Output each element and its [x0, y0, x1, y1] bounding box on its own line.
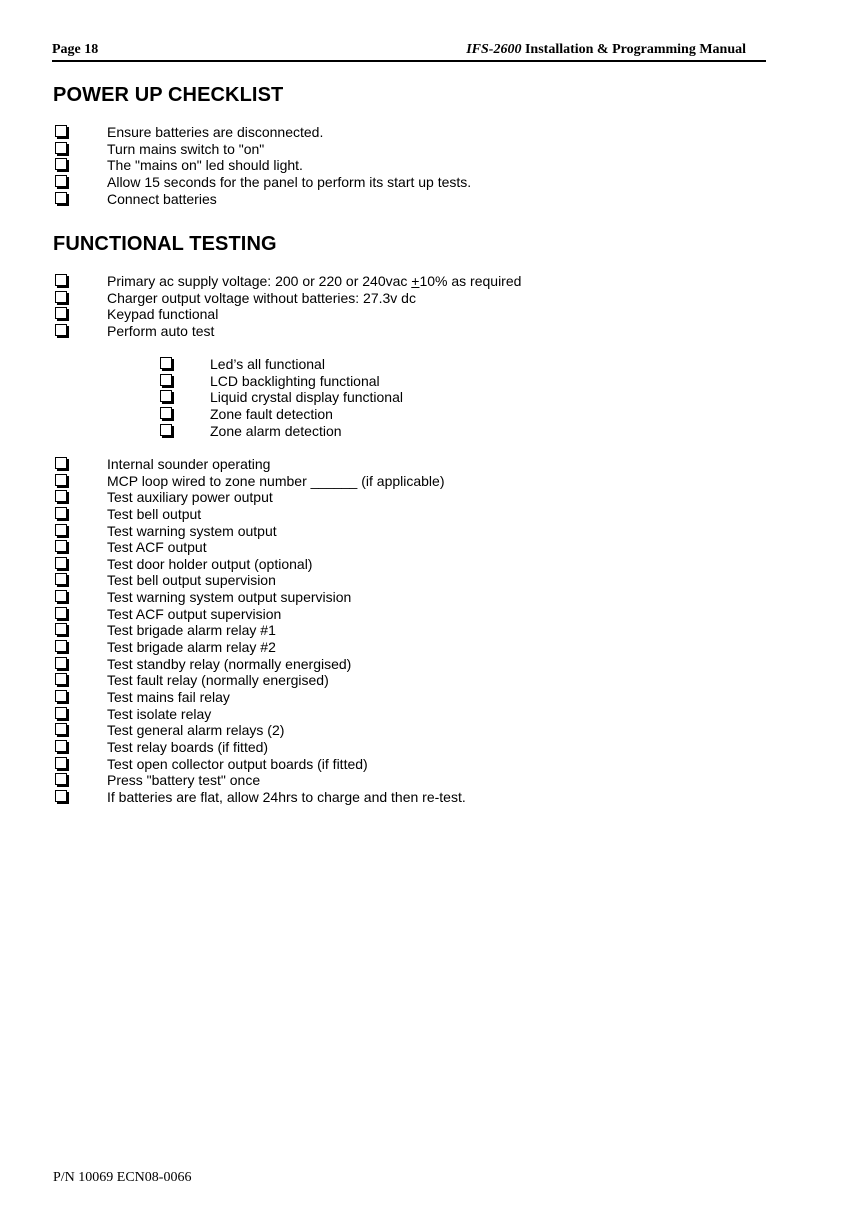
supply-text: Primary ac supply voltage: 200 or 220 or 240vac [107, 273, 412, 289]
checklist-item-label: Test auxiliary power output [107, 489, 273, 506]
checklist-item-label: Test isolate relay [107, 705, 212, 722]
checklist-item-label: Test general alarm relays (2) [107, 722, 285, 739]
checkbox-icon[interactable] [55, 557, 67, 569]
checklist-item-label: Liquid crystal display functional [210, 389, 403, 406]
checkbox-icon[interactable] [55, 573, 67, 585]
footer-part-number: P/N 10069 ECN08-0066 [53, 1170, 192, 1185]
checkbox-icon[interactable] [55, 673, 67, 685]
checklist-item-label: Test relay boards (if fitted) [107, 738, 269, 755]
checkbox-icon[interactable] [55, 192, 67, 204]
checkbox-icon[interactable] [55, 757, 67, 769]
checkbox-icon[interactable] [55, 490, 67, 502]
checklist-item-label [107, 273, 521, 290]
checklist-item-label: Test fault relay (normally energised) [107, 672, 329, 689]
checkbox-icon[interactable] [55, 607, 67, 619]
checkbox-icon[interactable] [55, 324, 67, 336]
checklist-item-label: Connect batteries [107, 190, 217, 207]
checkbox-icon[interactable] [55, 740, 67, 752]
checklist-item-label: Zone alarm detection [210, 422, 342, 439]
checkbox-icon[interactable] [55, 474, 67, 486]
checklist-item-label: Charger output voltage without batteries: 27.3v dc [107, 289, 416, 306]
checklist-item-label: Test mains fail relay [107, 688, 230, 705]
checklist-item-label: The "mains on" led should light. [107, 157, 303, 174]
checkbox-icon[interactable] [55, 507, 67, 519]
checklist-item-label: Test brigade alarm relay #1 [107, 622, 276, 639]
checkbox-icon[interactable] [55, 291, 67, 303]
checkbox-icon[interactable] [55, 125, 67, 137]
plus-minus-sign: + [411, 273, 420, 289]
checklist-item-label: Test ACF output [107, 539, 207, 556]
checklist-item-label: If batteries are flat, allow 24hrs to charge and then re-test. [107, 788, 466, 805]
checkbox-icon[interactable] [55, 457, 67, 469]
checklist-item-label: Turn mains switch to "on" [107, 140, 265, 157]
checkbox-icon[interactable] [160, 390, 172, 402]
checklist-item-label: Test warning system output supervision [107, 589, 352, 606]
checklist-item-label: Internal sounder operating [107, 456, 271, 472]
checklist-item-label: LCD backlighting functional [210, 372, 380, 389]
functional-testing-title: FUNCTIONAL TESTING [53, 233, 277, 255]
checkbox-icon[interactable] [55, 142, 67, 154]
page-number: Page 18 [52, 42, 99, 57]
supply-tolerance-text: 10% as required [419, 273, 522, 289]
page-header [52, 40, 766, 62]
checkbox-icon[interactable] [55, 773, 67, 785]
checklist-item-label: Test ACF output supervision [107, 605, 282, 622]
checkbox-icon[interactable] [55, 540, 67, 552]
checkbox-icon[interactable] [55, 524, 67, 536]
checkbox-icon[interactable] [160, 357, 172, 369]
checklist-item-label: Test bell output supervision [107, 572, 276, 589]
checklist-item-label: Led’s all functional [210, 356, 325, 372]
checkbox-icon[interactable] [160, 424, 172, 436]
checkbox-icon[interactable] [55, 175, 67, 187]
checklist-item-label: Test open collector output boards (if fitted) [107, 755, 368, 772]
checklist-item-label: Test bell output [107, 505, 202, 522]
checkbox-icon[interactable] [55, 307, 67, 319]
checkbox-icon[interactable] [55, 723, 67, 735]
checkbox-icon[interactable] [55, 690, 67, 702]
checkbox-icon[interactable] [55, 657, 67, 669]
checklist-item-label: Zone fault detection [210, 405, 333, 422]
checklist-item-label: Test brigade alarm relay #2 [107, 639, 276, 656]
checkbox-icon[interactable] [160, 374, 172, 386]
model-name: IFS-2600 [466, 42, 522, 57]
checkbox-icon[interactable] [55, 640, 67, 652]
checkbox-icon[interactable] [55, 707, 67, 719]
checklist-item-label: Keypad functional [107, 306, 219, 323]
checklist-item-label: MCP loop wired to zone number ______ (if applicable) [107, 472, 445, 489]
checklist-item-label: Perform auto test [107, 322, 215, 339]
checkbox-icon[interactable] [55, 623, 67, 635]
checkbox-icon[interactable] [55, 590, 67, 602]
manual-title [466, 42, 746, 58]
checklist-item-label: Test door holder output (optional) [107, 555, 313, 572]
checkbox-icon[interactable] [55, 790, 67, 802]
checkbox-icon[interactable] [55, 274, 67, 286]
checkbox-icon[interactable] [55, 158, 67, 170]
checklist-item-label: Press "battery test" once [107, 772, 261, 789]
manual-title-text: Installation & Programming Manual [521, 42, 746, 57]
checklist-item-label: Allow 15 seconds for the panel to perform its start up tests. [107, 173, 472, 190]
checklist-item-label: Ensure batteries are disconnected. [107, 124, 324, 140]
checkbox-icon[interactable] [160, 407, 172, 419]
power-up-title: POWER UP CHECKLIST [53, 84, 284, 106]
checklist-item-label: Test standby relay (normally energised) [107, 655, 352, 672]
checklist-item-label: Test warning system output [107, 522, 277, 539]
